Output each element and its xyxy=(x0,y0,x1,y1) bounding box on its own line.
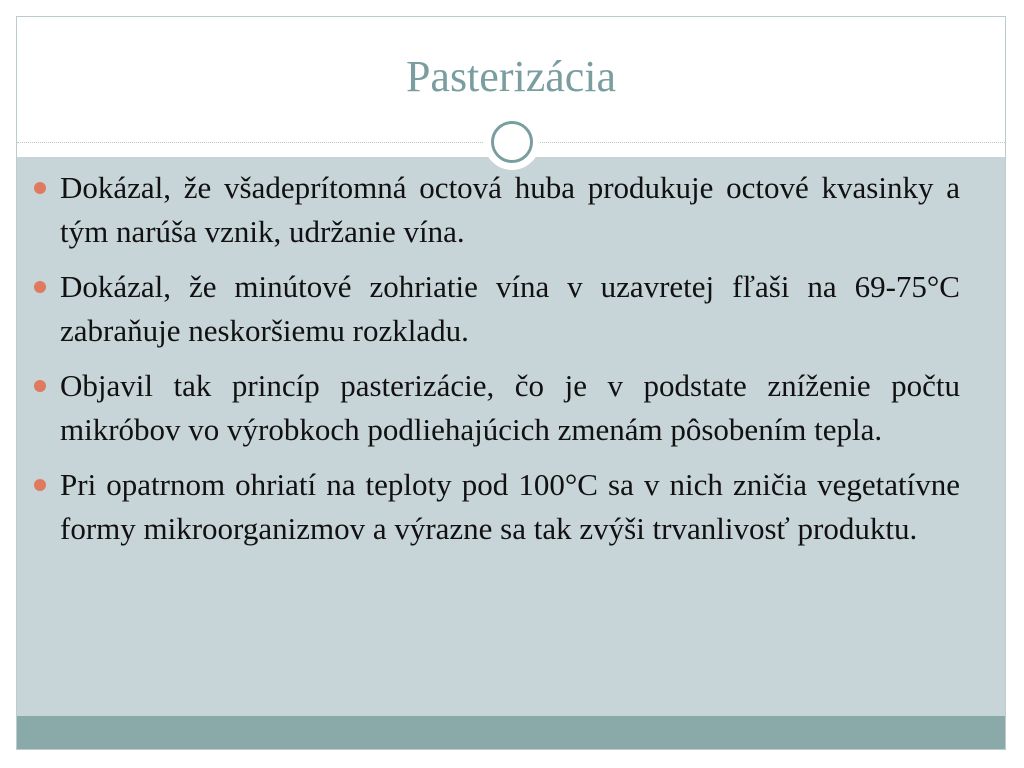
bullet-dot-icon xyxy=(34,479,46,491)
bullet-dot-icon xyxy=(34,281,46,293)
bullet-item xyxy=(30,265,960,353)
bullet-item xyxy=(30,166,960,254)
bullet-dot-icon xyxy=(34,380,46,392)
ring-ornament-icon xyxy=(484,114,540,170)
bullet-item xyxy=(30,364,960,452)
bullet-text: Objavil tak princíp pasterizácie, čo je v podstate zníženie počtu mikróbov vo výrobkoch podliehajúcich zmenám pôsobením tepla. xyxy=(60,368,960,447)
bullet-item xyxy=(30,463,960,551)
ring-inner xyxy=(491,121,533,163)
bullet-text: Pri opatrnom ohriatí na teploty pod 100°C sa v nich zničia vegetatívne formy mikroorganizmov a výrazne sa tak zvýši trvanlivosť produktu. xyxy=(60,467,960,546)
bullet-dot-icon xyxy=(34,182,46,194)
bullet-text: Dokázal, že minútové zohriatie vína v uzavretej fľaši na 69-75°C zabraňuje neskoršiemu rozkladu. xyxy=(60,269,960,348)
bullet-text: Dokázal, že všadeprítomná octová huba produkuje octové kvasinky a tým narúša vznik, udržanie vína. xyxy=(60,170,960,249)
slide-title: Pasterizácia xyxy=(405,52,617,101)
bullet-list xyxy=(30,166,960,562)
footer-bar xyxy=(17,716,1005,750)
